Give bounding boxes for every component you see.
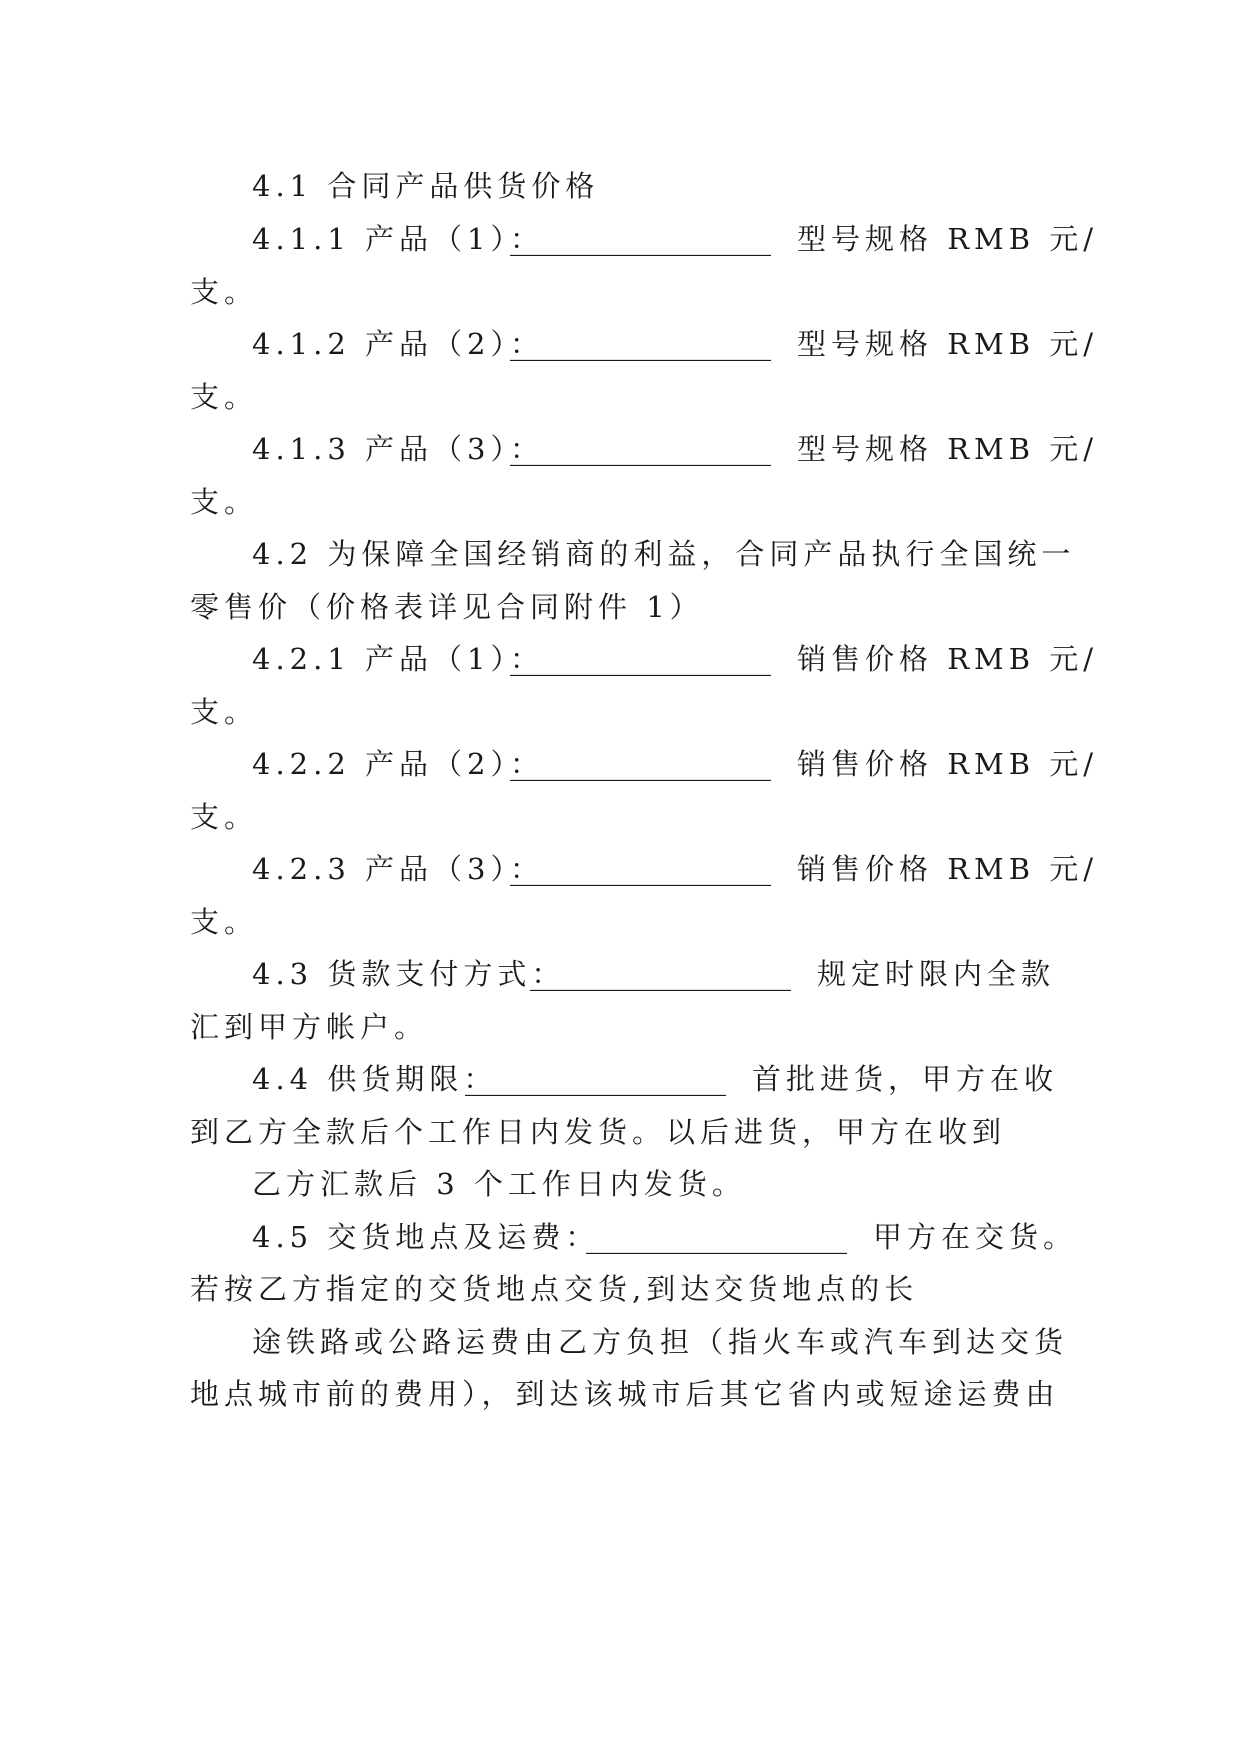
clause-4-1-1-unit: 型号规格 RMB 元/ bbox=[797, 222, 1099, 256]
clause-4-2-text: 4.2 为保障全国经销商的利益，合同产品执行全国统一 bbox=[252, 537, 1076, 571]
clause-4-3-tail: 汇到甲方帐户。 bbox=[190, 1010, 429, 1044]
clause-4-4-blank: __________________ bbox=[465, 1062, 726, 1096]
clause-4-1-1-tail: 支。 bbox=[190, 275, 259, 309]
clause-4-1-heading: 4.1 合同产品供货价格 bbox=[252, 169, 600, 203]
clause-4-4-label: 4.4 供货期限： bbox=[252, 1062, 498, 1096]
clause-4-1-3-unit: 型号规格 RMB 元/ bbox=[797, 432, 1099, 466]
clause-4-2-text-cont: 零售价（价格表详见合同附件 1） bbox=[190, 590, 704, 624]
clause-4-2-3-label: 4.2.3 产品（3）： bbox=[252, 852, 544, 886]
clause-4-2-1-blank: __________________ bbox=[510, 642, 771, 676]
clause-4-2-2-unit: 销售价格 RMB 元/ bbox=[797, 747, 1099, 781]
clause-4-1-2-tail: 支。 bbox=[190, 380, 259, 414]
clause-4-1-2-label: 4.1.2 产品（2）： bbox=[252, 327, 544, 361]
clause-4-2-1-unit: 销售价格 RMB 元/ bbox=[797, 642, 1099, 676]
clause-4-5-cont-2: 途铁路或公路运费由乙方负担（指火车或汽车到达交货 bbox=[252, 1325, 1069, 1359]
clause-4-4-cont-2: 乙方汇款后 3 个工作日内发货。 bbox=[252, 1167, 746, 1201]
clause-4-1-2-blank: __________________ bbox=[510, 327, 771, 361]
clause-4-5-text: 甲方在交货。 bbox=[873, 1220, 1078, 1254]
clause-4-2-3-tail: 支。 bbox=[190, 905, 259, 939]
clause-4-1-2-unit: 型号规格 RMB 元/ bbox=[797, 327, 1099, 361]
clause-4-5-label: 4.5 交货地点及运费： bbox=[252, 1220, 600, 1254]
clause-4-2-1-label: 4.2.1 产品（1）： bbox=[252, 642, 544, 676]
clause-4-5-blank: __________________ bbox=[586, 1220, 847, 1254]
clause-4-1-3-tail: 支。 bbox=[190, 485, 259, 519]
clause-4-2-2-label: 4.2.2 产品（2）： bbox=[252, 747, 544, 781]
clause-4-4-cont: 到乙方全款后个工作日内发货。以后进货，甲方在收到 bbox=[190, 1115, 1007, 1149]
clause-4-5-cont: 若按乙方指定的交货地点交货,到达交货地点的长 bbox=[190, 1272, 919, 1306]
clause-4-2-3-unit: 销售价格 RMB 元/ bbox=[797, 852, 1099, 886]
clause-4-2-2-tail: 支。 bbox=[190, 800, 259, 834]
clause-4-3-label: 4.3 货款支付方式： bbox=[252, 957, 566, 991]
clause-4-3-text: 规定时限内全款 bbox=[817, 957, 1056, 991]
clause-4-2-1-tail: 支。 bbox=[190, 695, 259, 729]
clause-4-2-3-blank: __________________ bbox=[510, 852, 771, 886]
clause-4-1-1-blank: __________________ bbox=[510, 222, 771, 256]
clause-4-1-3-blank: __________________ bbox=[510, 432, 771, 466]
clause-4-3-blank: __________________ bbox=[530, 957, 791, 991]
clause-4-1-3-label: 4.1.3 产品（3）： bbox=[252, 432, 544, 466]
clause-4-4-text: 首批进货，甲方在收 bbox=[752, 1062, 1059, 1096]
clause-4-2-2-blank: __________________ bbox=[510, 747, 771, 781]
clause-4-1-1-label: 4.1.1 产品（1）： bbox=[252, 222, 544, 256]
clause-4-5-cont-3: 地点城市前的费用），到达该城市后其它省内或短途运费由 bbox=[190, 1377, 1060, 1411]
